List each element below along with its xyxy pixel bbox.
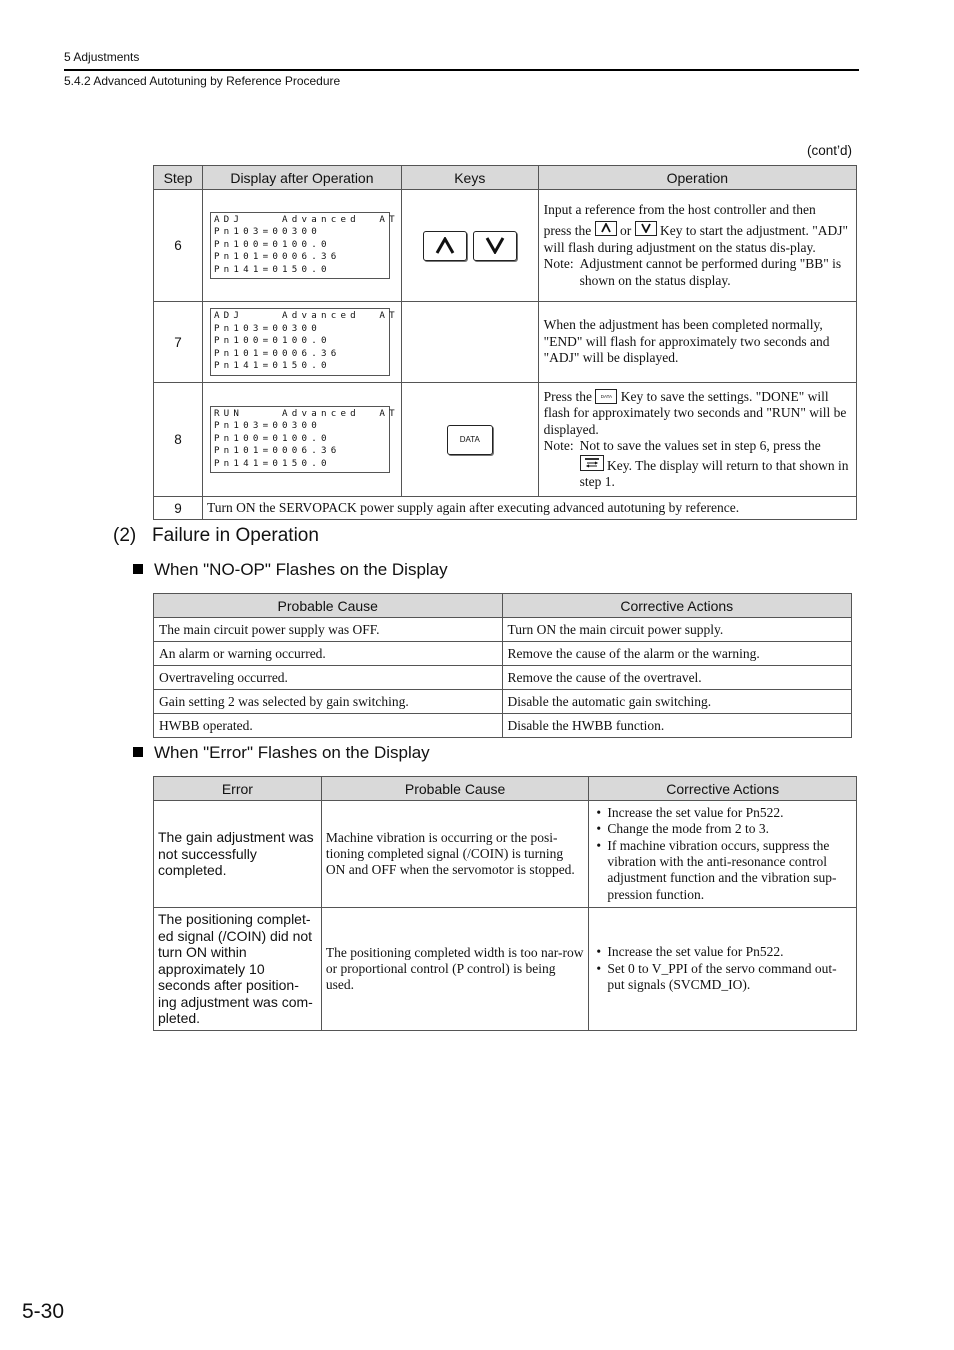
display-line: Pn103=00300	[213, 420, 321, 432]
operation-cell: When the adjustment has been completed normally, "END" will flash for approximately two seconds and "ADJ" will be displayed.	[538, 302, 856, 383]
display-line: Pn100=0100.0	[213, 432, 331, 444]
display-line: ADJ Advanced AT	[213, 213, 399, 225]
noop-heading	[133, 560, 448, 580]
operation-cell	[538, 190, 856, 302]
cause-cell: The main circuit power supply was OFF.	[154, 618, 503, 642]
operator-display	[210, 406, 399, 474]
note	[544, 438, 852, 491]
data-key-icon: DATA	[447, 425, 493, 455]
action-item: • Increase the set value for Pn522.	[593, 805, 852, 821]
noop-heading-text: When "NO-OP" Flashes on the Display	[154, 560, 448, 579]
header-rule	[64, 69, 859, 71]
table-header-row	[154, 166, 857, 190]
step-number: 9	[154, 497, 203, 520]
action-item: • Change the mode from 2 to 3.	[593, 821, 852, 837]
table-row	[154, 714, 852, 738]
step-number: 8	[154, 383, 203, 497]
up-key-icon	[423, 231, 467, 261]
section-header: 5.4.2 Advanced Autotuning by Reference Procedure	[64, 74, 341, 88]
action-cell: Remove the cause of the alarm or the warning.	[502, 642, 851, 666]
header-error: Error	[154, 777, 322, 801]
keys-cell	[401, 383, 538, 497]
error-cell: The gain adjustment was not successfully completed.	[154, 801, 322, 908]
operation-text: Key to save the settings. "DONE" will flash for approximately two seconds and "RUN" will be displayed.	[543, 388, 847, 437]
note	[544, 256, 852, 289]
display-line: Pn101=0006.36	[213, 445, 341, 457]
table-header-row	[154, 594, 852, 618]
cause-cell: The positioning completed width is too nar-row or proportional control (P control) is being used.	[321, 908, 589, 1031]
action-cell	[589, 801, 857, 908]
display-line: Pn141=0150.0	[213, 360, 331, 372]
display-cell	[202, 383, 401, 497]
operation-text: or	[620, 223, 632, 239]
noop-table	[153, 593, 852, 738]
display-cell	[202, 302, 401, 383]
square-bullet-icon	[133, 747, 143, 757]
operation-text: press the	[543, 223, 592, 239]
cause-cell: Gain setting 2 was selected by gain switching.	[154, 690, 503, 714]
action-cell	[589, 908, 857, 1031]
operator-display	[210, 212, 399, 280]
operation-text: Press the	[543, 388, 593, 404]
action-item: • Set 0 to V_PPI of the servo command out-put signals (SVCMD_IO).	[593, 961, 852, 994]
operation-cell	[538, 383, 856, 497]
action-item: • Increase the set value for Pn522.	[593, 944, 852, 960]
note-text: Key. The display will return to that shown in step 1.	[579, 457, 849, 489]
note-text: Adjustment cannot be performed during "BB" is shown on the status display.	[579, 256, 842, 288]
table-row	[154, 666, 852, 690]
data-key-small-label: DATA	[600, 393, 613, 399]
note-label: Note:	[543, 438, 574, 453]
down-key-icon	[635, 221, 657, 236]
operator-display	[210, 308, 399, 376]
action-cell: Remove the cause of the overtravel.	[502, 666, 851, 690]
error-heading	[133, 743, 430, 763]
header-corrective-actions: Corrective Actions	[589, 777, 857, 801]
display-line: Pn100=0100.0	[213, 238, 331, 250]
cause-cell: Overtraveling occurred.	[154, 666, 503, 690]
continued-label: (cont’d)	[806, 143, 852, 158]
error-cell: The positioning complet-ed signal (/COIN) did not turn ON within approximately 10 seconds after position-ing adjustment was com-pleted.	[154, 908, 322, 1031]
operation-text: Key to start the adjustment. "ADJ" will flash during adjustment on the status dis-play.	[543, 223, 849, 255]
header-step: Step	[154, 166, 203, 190]
header-probable-cause: Probable Cause	[154, 594, 503, 618]
table-row	[154, 908, 857, 1031]
note-text: Not to save the values set in step 6, press the	[579, 438, 821, 453]
cause-cell: An alarm or warning occurred.	[154, 642, 503, 666]
action-cell: Disable the HWBB function.	[502, 714, 851, 738]
display-line: RUN Advanced AT	[213, 407, 399, 419]
header-corrective-actions: Corrective Actions	[502, 594, 851, 618]
display-line: Pn141=0150.0	[213, 457, 331, 469]
table-row	[154, 190, 857, 302]
cause-cell: HWBB operated.	[154, 714, 503, 738]
keys-cell	[401, 302, 538, 383]
cause-cell: Machine vibration is occurring or the posi-tioning completed signal (/COIN) is turning ON and OFF when the servomotor is stopped.	[321, 801, 589, 908]
failure-heading: (2) Failure in Operation	[113, 525, 319, 546]
display-line: Pn101=0006.36	[213, 347, 341, 359]
mode-set-key-icon	[580, 455, 604, 471]
header-keys: Keys	[401, 166, 538, 190]
header-probable-cause: Probable Cause	[321, 777, 589, 801]
action-item: • If machine vibration occurs, suppress the vibration with the anti-resonance control adjustment function and the vibration sup-pression function.	[593, 838, 852, 903]
display-line: Pn103=00300	[213, 226, 321, 238]
error-table	[153, 776, 857, 1031]
data-key-small-icon	[595, 389, 617, 404]
display-line: Pn101=0006.36	[213, 251, 341, 263]
page-number: 5-30	[22, 1300, 65, 1323]
table-row	[154, 690, 852, 714]
operation-text: Input a reference from the host controller and then	[543, 201, 816, 217]
header-operation: Operation	[538, 166, 856, 190]
down-key-icon	[473, 231, 517, 261]
table-row	[154, 302, 857, 383]
display-line: ADJ Advanced AT	[213, 310, 399, 322]
display-line: Pn141=0150.0	[213, 263, 331, 275]
procedure-table	[153, 165, 857, 520]
table-row	[154, 801, 857, 908]
note-label: Note:	[543, 256, 574, 272]
header-display: Display after Operation	[202, 166, 401, 190]
table-row	[154, 618, 852, 642]
table-header-row	[154, 777, 857, 801]
table-row	[154, 642, 852, 666]
display-line: Pn100=0100.0	[213, 335, 331, 347]
square-bullet-icon	[133, 564, 143, 574]
display-line: Pn103=00300	[213, 322, 321, 334]
action-cell: Disable the automatic gain switching.	[502, 690, 851, 714]
up-key-icon	[595, 221, 617, 236]
table-row	[154, 497, 857, 520]
display-cell	[202, 190, 401, 302]
operation-cell: Turn ON the SERVOPACK power supply again after executing advanced autotuning by reference.	[202, 497, 856, 520]
error-heading-text: When "Error" Flashes on the Display	[154, 743, 430, 762]
action-cell: Turn ON the main circuit power supply.	[502, 618, 851, 642]
step-number: 6	[154, 190, 203, 302]
step-number: 7	[154, 302, 203, 383]
keys-cell	[401, 190, 538, 302]
chapter-header: 5 Adjustments	[64, 50, 140, 64]
table-row	[154, 383, 857, 497]
